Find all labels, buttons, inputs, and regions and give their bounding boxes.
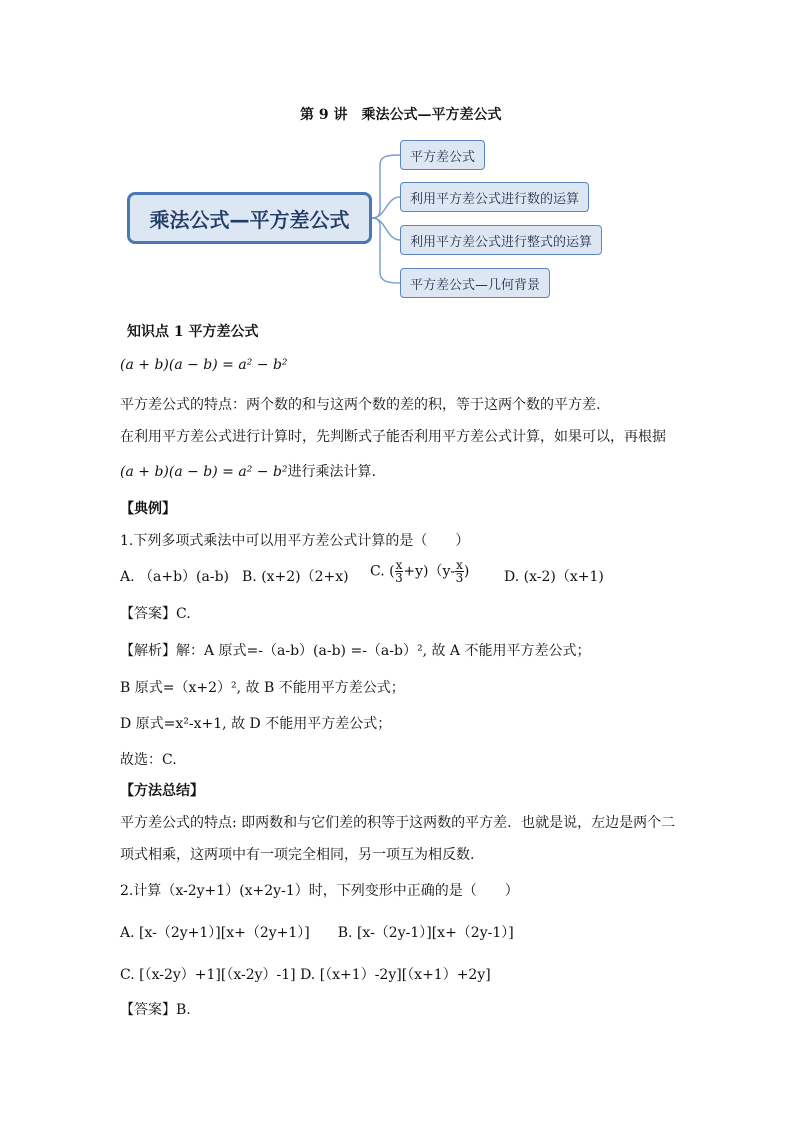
q1-option-c-post: ) [463,563,470,580]
q1-option-b: B. (x+2)（2+x) [242,569,349,585]
q1-analysis-3: D 原式=x²-x+1, 故 D 不能用平方差公式； [120,716,392,732]
q1-analysis-1: 【解析】解：A 原式=-（a-b）(a-b) =-（a-b）², 故 A 不能用平方差公式； [120,643,591,659]
q2-options-ab: A. [x-（2y+1）][x+（2y+1）] B. [x-（2y-1）][x+（2y-1）] [120,925,514,941]
mindmap-root: 乘法公式—平方差公式 [127,192,372,244]
frac-numerator: x [456,558,463,572]
formula: (a + b)(a − b) = a² − b² [120,357,288,373]
paragraph-2: 在利用平方差公式进行计算时，先判断式子能否利用平方差公式计算，如果可以，再根据 [120,429,666,445]
paragraph-3-tail: 进行乘法计算. [287,464,376,480]
page-title: 第 9 讲 乘法公式—平方差公式 [300,107,502,123]
q1-option-c-pre: C. ( [370,563,395,580]
q1-analysis-2: B 原式=（x+2）², 故 B 不能用平方差公式； [120,680,405,696]
mindmap-node-4: 平方差公式—几何背景 [400,268,550,298]
q1-stem: 1.下列多项式乘法中可以用平方差公式计算的是（ ） [120,533,470,549]
paragraph-3 [120,461,376,481]
mindmap-node-3: 利用平方差公式进行整式的运算 [400,225,602,255]
q1-option-d: D. (x-2)（x+1) [504,569,604,585]
section-heading: 知识点 1 平方差公式 [127,324,259,340]
paragraph-1: 平方差公式的特点：两个数的和与这两个数的差的积，等于这两个数的平方差. [120,397,601,413]
q1-option-a: A. （a+b）(a-b) [120,569,230,585]
mindmap-node-1: 平方差公式 [400,140,485,170]
q1-option-c [370,559,469,584]
method-paragraph-2: 项式相乘，这两项中有一项完全相同，另一项互为相反数. [120,847,475,863]
frac-numerator: x [395,558,403,572]
q2-answer: 【答案】B. [120,1002,191,1018]
example-heading: 【典例】 [120,501,176,517]
q1-option-c-frac-2 [455,559,464,584]
q2-options-cd: C. [（x-2y）+1][（x-2y）-1] D. [（x+1）-2y][（x+1）+2y] [120,967,491,983]
q1-answer: 【答案】C. [120,606,191,622]
formula-inline: (a + b)(a − b) = a² − b² [120,464,288,480]
method-heading: 【方法总结】 [120,783,204,799]
mindmap-node-2: 利用平方差公式进行数的运算 [400,182,589,212]
q1-conclusion: 故选：C. [120,752,177,768]
q1-option-c-mid: +y)（y- [403,563,456,580]
frac-denominator: 3 [395,571,403,585]
frac-denominator: 3 [455,571,464,585]
method-paragraph-1: 平方差公式的特点: 即两数和与它们差的积等于这两数的平方差．也就是说，左边是两个二 [120,815,676,831]
q2-stem: 2.计算（x-2y+1）(x+2y-1）时，下列变形中正确的是（ ） [120,883,519,899]
